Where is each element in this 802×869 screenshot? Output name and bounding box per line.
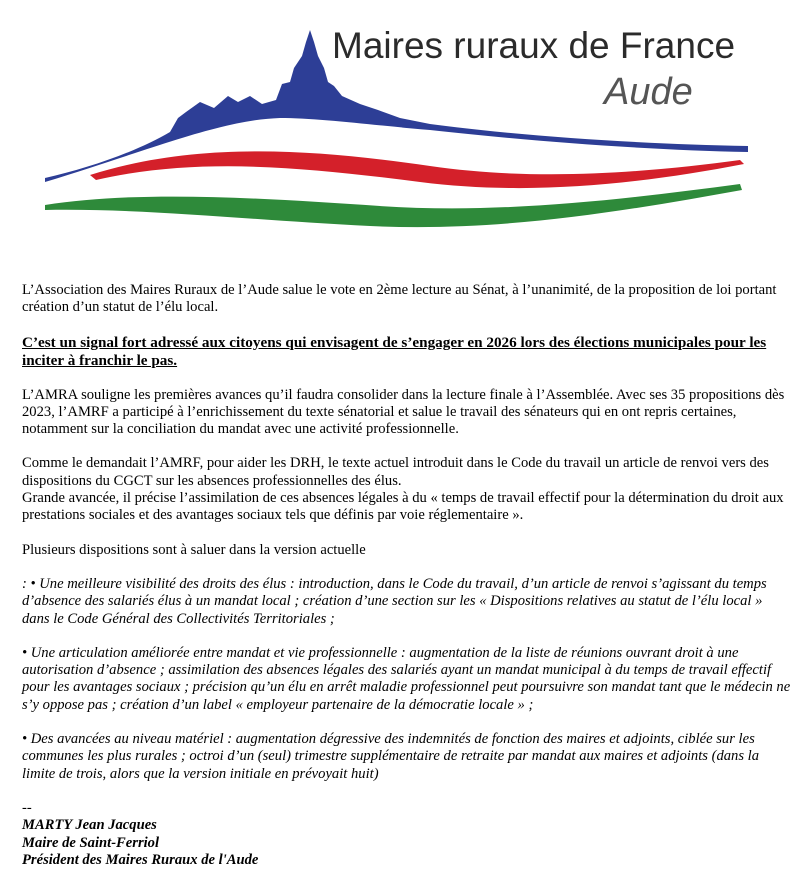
signature-role: Maire de Saint-Ferriol xyxy=(22,834,160,851)
bullet-articulation: • Une articulation améliorée entre mandat et vie professionnelle : augmentation de la liste de réunions ouvrant droit à une autorisation d’absence ; assimilation des absences légales des salariés ayant un mandat municipal à du temps de travail effectif pour les avantages sociaux ; précision qu’un élu en arrêt maladie professionnel peut poursuivre son mandat tant que le médecin ne s’y oppose pas ; création d’un label « employeur partenaire de la démocratie locale » ; xyxy=(22,644,791,713)
advance-paragraph: Grande avancée, il précise l’assimilation de ces absences légales à du « temps de travail effectif pour la détermination du droit aux prestations sociales et des avantages sociaux tels que définis par voie réglementaire ». xyxy=(22,490,784,524)
bullet-material: • Des avancées au niveau matériel : augmentation dégressive des indemnités de fonction des maires et adjoints, ciblée sur les communes les plus rurales ; octroi d’un (seul) trimestre supplémentaire de retraite par mandat aux maires et adjoints (dans la limite de trois, alors que la version initiale en prévoyait huit) xyxy=(22,731,760,782)
bullet-visibility: : • Une meilleure visibilité des droits des élus : introduction, dans le Code du travail, d’un article de renvoi s’agissant du temps d’absence des salariés élus à un mandat local ; création d’une section sur les « Dispositions relatives au statut de l’élu local » dans le Code Général des Collectivités Territoriales ; xyxy=(22,575,767,627)
maires-ruraux-logo xyxy=(0,0,802,250)
dispositions-intro: Plusieurs dispositions sont à saluer dans la version actuelle xyxy=(22,541,366,558)
logo-title: Maires ruraux de France xyxy=(332,25,736,66)
amra-paragraph: L’AMRA souligne les premières avances qu’il faudra consolider dans la lecture finale à l’Assemblée. Avec ses 35 propositions dès 2023, l’AMRF a participé à l’enrichissement du texte sénatorial et salue le travail des sénateurs qui en ont repris certaines, notamment sur la conciliation du mandat avec une activité professionnelle. xyxy=(22,386,785,438)
signature-separator: -- xyxy=(22,799,32,816)
logo-green-swoosh xyxy=(45,184,742,227)
logo-subtitle: Aude xyxy=(604,71,693,113)
headline-statement: C’est un signal fort adressé aux citoyens qui envisagent de s’engager en 2026 lors des élections municipales pour les inciter à franchir le pas. xyxy=(22,333,767,369)
drh-paragraph: Comme le demandait l’AMRF, pour aider les DRH, le texte actuel introduit dans le Code du travail un article de renvoi vers des dispositions du CGCT sur les absences professionnelles des élus. xyxy=(22,455,769,489)
logo-red-swoosh xyxy=(90,151,744,188)
press-release-body xyxy=(22,282,792,869)
signature-name: MARTY Jean Jacques xyxy=(22,817,157,834)
intro-paragraph: L’Association des Maires Ruraux de l’Aude salue le vote en 2ème lecture au Sénat, à l’unanimité, de la proposition de loi portant création d’un statut de l’élu local. xyxy=(22,282,777,316)
signature-title: Président des Maires Ruraux de l'Aude xyxy=(22,851,259,868)
